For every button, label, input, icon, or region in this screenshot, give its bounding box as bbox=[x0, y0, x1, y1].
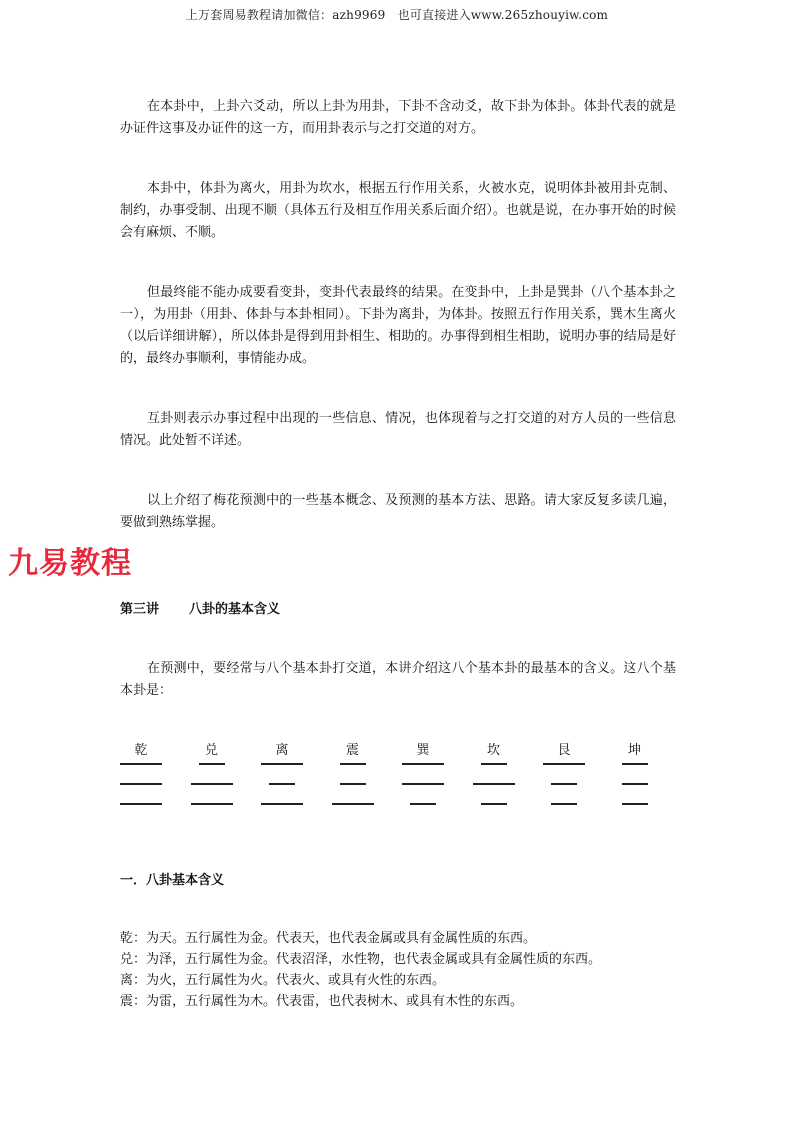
yang-line bbox=[543, 763, 585, 765]
yin-line bbox=[473, 763, 515, 765]
paragraph-5: 以上介绍了梅花预测中的一些基本概念、及预测的基本方法、思路。请大家反复多读几遍，要做到熟练掌握。 bbox=[120, 493, 676, 530]
yang-line bbox=[332, 803, 374, 805]
yin-line bbox=[332, 783, 374, 785]
trigram-lines bbox=[332, 763, 374, 823]
trigram-name: 震 bbox=[345, 743, 359, 758]
yang-line bbox=[261, 803, 303, 805]
intro-paragraph: 在预测中，要经常与八个基本卦打交道，本讲介绍这八个基本卦的最基本的含义。这八个基本卦是： bbox=[120, 661, 676, 698]
trigram-name: 坤 bbox=[627, 743, 641, 758]
yang-line bbox=[261, 763, 303, 765]
yang-line bbox=[402, 783, 444, 785]
yin-line bbox=[543, 783, 585, 785]
trigram-xun bbox=[402, 740, 458, 762]
paragraph-3: 但最终能不能办成要看变卦，变卦代表最终的结果。在变卦中，上卦是巽卦（八个基本卦之一），为用卦（用卦、体卦与本卦相同）。下卦为离卦，为体卦。按照五行作用关系，巽木生离火（以后详细讲解），所以体卦是得到用卦相生、相助的。办事得到相生相助，说明办事的结局是好的，最终办事顺利，事情能办成。 bbox=[120, 285, 676, 366]
definition-dui: 兑：为泽，五行属性为金。代表沼泽，水性物，也代表金属或具有金属性质的东西。 bbox=[120, 952, 602, 967]
lecture-number: 第三讲 bbox=[120, 602, 160, 617]
yang-line bbox=[473, 783, 515, 785]
trigram-lines bbox=[473, 763, 515, 823]
yin-line bbox=[473, 803, 515, 805]
trigram-name: 乾 bbox=[134, 743, 148, 758]
yang-line bbox=[191, 803, 233, 805]
page-header: 上万套周易教程请加微信：azh9969 也可直接进入www.265zhouyiw.com bbox=[185, 8, 609, 22]
trigram-name: 艮 bbox=[557, 743, 571, 758]
trigram-kun bbox=[614, 740, 670, 762]
lecture-title bbox=[120, 598, 280, 617]
yin-line bbox=[332, 763, 374, 765]
yang-line bbox=[120, 763, 162, 765]
yin-line bbox=[543, 803, 585, 805]
trigram-name: 兑 bbox=[204, 743, 218, 758]
watermark-logo: 九易教程 bbox=[8, 546, 132, 581]
lecture-title-text: 八卦的基本含义 bbox=[189, 602, 281, 617]
definition-li: 离：为火，五行属性为火。代表火、或具有火性的东西。 bbox=[120, 973, 446, 988]
trigram-gen bbox=[543, 740, 599, 762]
trigram-name: 坎 bbox=[486, 743, 500, 758]
trigram-lines bbox=[402, 763, 444, 823]
trigram-dui bbox=[191, 740, 247, 762]
paragraph-1: 在本卦中，上卦六爻动，所以上卦为用卦，下卦不含动爻，故下卦为体卦。体卦代表的就是办证件这事及办证件的这一方，而用卦表示与之打交道的对方。 bbox=[120, 99, 676, 136]
yin-line bbox=[402, 803, 444, 805]
yin-line bbox=[614, 783, 656, 785]
definition-zhen: 震：为雷，五行属性为木。代表雷，也代表树木、或具有木性的东西。 bbox=[120, 994, 524, 1009]
trigram-lines bbox=[191, 763, 233, 823]
trigram-lines bbox=[543, 763, 585, 823]
trigram-name: 离 bbox=[275, 743, 289, 758]
yang-line bbox=[402, 763, 444, 765]
trigram-lines bbox=[614, 763, 656, 823]
paragraph-2: 本卦中，体卦为离火，用卦为坎水，根据五行作用关系，火被水克，说明体卦被用卦克制、制约，办事受制、出现不顺（具体五行及相互作用关系后面介绍）。也就是说，在办事开始的时候会有麻烦、不顺。 bbox=[120, 181, 676, 240]
yang-line bbox=[191, 783, 233, 785]
trigram-qian bbox=[120, 740, 176, 762]
yin-line bbox=[614, 763, 656, 765]
section-heading: 一．八卦基本含义 bbox=[120, 873, 225, 888]
trigram-zhen bbox=[332, 740, 388, 762]
yin-line bbox=[191, 763, 233, 765]
yang-line bbox=[120, 803, 162, 805]
definition-list bbox=[120, 928, 601, 1012]
trigram-name: 巽 bbox=[416, 743, 430, 758]
yin-line bbox=[261, 783, 303, 785]
definition-qian: 乾：为天。五行属性为金。代表天，也代表金属或具有金属性质的东西。 bbox=[120, 931, 537, 946]
yin-line bbox=[614, 803, 656, 805]
yang-line bbox=[120, 783, 162, 785]
trigram-lines bbox=[120, 763, 162, 823]
paragraph-4: 互卦则表示办事过程中出现的一些信息、情况，也体现着与之打交道的对方人员的一些信息情况。此处暂不详述。 bbox=[120, 411, 676, 448]
trigram-kan bbox=[473, 740, 529, 762]
trigram-lines bbox=[261, 763, 303, 823]
trigram-li bbox=[261, 740, 317, 762]
